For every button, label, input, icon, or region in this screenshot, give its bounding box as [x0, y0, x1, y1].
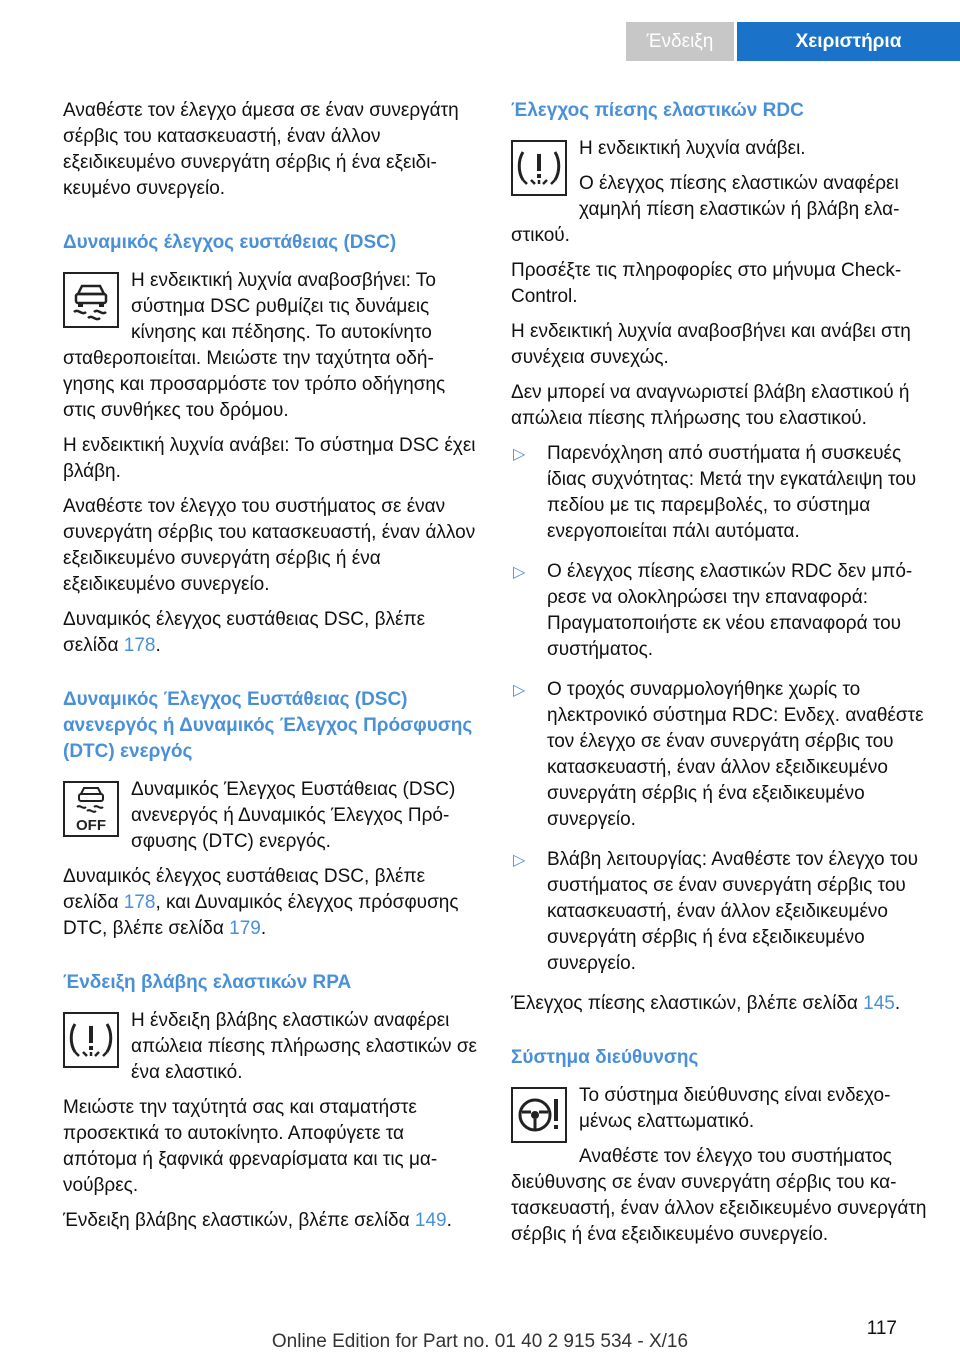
rpa-paragraph-1: Η ένδειξη βλάβης ελαστικών αναφέρει απώλεια πίεσης πλήρωσης ελαστικών σε ένα ελαστικό. [131, 1010, 478, 1083]
tab-controls[interactable]: Χειριστήρια [737, 22, 960, 61]
dsc-paragraph-1: Η ενδεικτική λυχνία αναβοσβήνει: Το σύστημα DSC ρυθμίζει τις δυνάμεις κίνησης και πέδησης. Το αυτοκίνητο σταθεροποιείται. Μειώστε την ταχύτητα οδήγησης και προσαρμόστε τον τρόπο οδήγησης στις συνθήκες του δρόμου. [63, 270, 446, 421]
edition-footer: Online Edition for Part no. 01 40 2 915 534 - X/16 [271, 1331, 689, 1352]
rdc-paragraph-1: Η ενδεικτική λυχνία ανάβει. [579, 138, 806, 159]
header-bar [0, 0, 960, 61]
rpa-ref-text: Ένδειξη βλάβης ελαστικών, βλέπε σελίδα [63, 1210, 415, 1231]
list-item-text: Βλάβη λειτουργίας: Αναθέστε τον έλεγχο του συστήματος σε έναν συνεργάτη σέρβις του κατασκευαστή, έναν άλλον εξειδικευμένο συνεργάτη σέρβις ή ένα εξειδικευμένο συνεργείο. [547, 849, 919, 974]
dsc-paragraph-2: Η ενδεικτική λυχνία ανάβει: Το σύστημα DSC έχει βλάβη. [63, 435, 476, 482]
rpa-paragraph-2: Μειώστε την ταχύτητά σας και σταματήστε προσεκτικά το αυτοκίνητο. Αποφύγετε τα απότομα ή ξαφνικά φρεναρίσματα και τις μανούβρες. [63, 1097, 438, 1196]
rdc-ref-text: Έλεγχος πίεσης ελαστικών, βλέπε σελίδα [511, 993, 864, 1014]
dtc-ref-end: . [260, 918, 267, 939]
rdc-paragraph-2: Ο έλεγχος πίεσης ελαστικών αναφέρει χαμηλή πίεση ελαστικών ή βλάβη ελαστικού. [511, 173, 900, 246]
dsc-ref-end: . [155, 635, 161, 656]
dsc-off-icon [63, 781, 119, 837]
list-item [511, 677, 931, 833]
page-number: 117 [866, 1318, 897, 1339]
off-label: OFF [76, 817, 106, 833]
tire-warning-icon [63, 1012, 119, 1068]
right-column [511, 98, 931, 1257]
list-item-text: Ο έλεγχος πίεσης ελαστικών RDC δεν μπόρεσε να ολοκληρώσει την επαναφορά: Πραγματοποιήστε εκ νέου επαναφορά του συστήματος. [547, 561, 913, 660]
dtc-paragraph-1: Δυναμικός Έλεγχος Ευστάθειας (DSC) ανενεργός ή Δυναμικός Έλεγχος Πρόσφυσης (DTC) ενεργός. [131, 779, 456, 852]
dsc-paragraph-3: Αναθέστε τον έλεγχο του συστήματος σε έναν συνεργάτη σέρβις του κατασκευαστή, έναν άλλον εξειδικευμένο συνεργάτη σέρβις ή ένα εξειδικευμένο συνεργείο. [63, 496, 476, 595]
rpa-reference [63, 1208, 478, 1234]
list-item-text: Παρενόχληση από συστήματα ή συσκευές ίδιας συχνότητας: Μετά την εγκατάλειψη του πεδίου με τις παρεμβολές, το σύστημα ενεργοποιείται πάλι αυτόματα. [547, 443, 917, 542]
rdc-heading: Έλεγχος πίεσης ελαστικών RDC [511, 100, 804, 121]
rpa-page-link[interactable]: 149 [414, 1210, 447, 1231]
triangle-bullet-icon: ▷ [513, 564, 526, 581]
intro-paragraph: Αναθέστε τον έλεγχο άμεσα σε έναν συνεργάτη σέρβις του κατασκευαστή, έναν άλλον εξειδικευμένο συνεργάτη σέρβις ή ένα εξειδικευμένο συνεργείο. [63, 100, 459, 199]
rdc-cause-list [511, 441, 931, 977]
dtc-heading: Δυναμικός Έλεγχος Ευστάθειας (DSC) ανενεργός ή Δυναμικός Έλεγχος Πρόσφυσης (DTC) ενεργός [63, 689, 473, 762]
dsc-heading: Δυναμικός έλεγχος ευστάθειας (DSC) [63, 232, 397, 253]
dsc-ref-text: Δυναμικός έλεγχος ευστάθειας DSC, βλέπε σελίδα [63, 609, 426, 656]
triangle-bullet-icon: ▷ [513, 852, 526, 869]
tab-indication[interactable]: Ένδειξη [626, 22, 734, 61]
triangle-bullet-icon: ▷ [513, 446, 526, 463]
list-item [511, 441, 931, 545]
rdc-paragraph-4: Η ενδεικτική λυχνία αναβοσβήνει και ανάβει στη συνέχεια συνεχώς. [511, 321, 911, 368]
left-column [63, 98, 478, 1243]
dsc-page-link[interactable]: 178 [123, 635, 156, 656]
triangle-bullet-icon: ▷ [513, 682, 526, 699]
steering-paragraph-2: Αναθέστε τον έλεγχο του συστήματος διεύθυνσης σε έναν συνεργάτη σέρβις του κατασκευαστή, έναν άλλον εξειδικευμένο συνεργάτη σέρβις ή ένα εξειδικευμένο συνεργείο. [511, 1146, 927, 1245]
list-item [511, 559, 931, 663]
rdc-paragraph-3: Προσέξτε τις πληροφορίες στο μήνυμα Check-Control. [511, 260, 902, 307]
dsc-reference [63, 607, 478, 659]
list-item-text: Ο τροχός συναρμολογήθηκε χωρίς το ηλεκτρονικό σύστημα RDC: Ενδεχ. αναθέστε τον έλεγχο σε έναν συνεργάτη σέρβις του κατασκευαστή, έναν άλλον εξειδικευμένο συνεργάτη σέρβις ή ένα εξειδικευμένο συνεργείο. [547, 679, 924, 830]
rpa-heading: Ένδειξη βλάβης ελαστικών RPA [63, 972, 352, 993]
dtc-reference [63, 864, 478, 942]
rdc-reference [511, 991, 931, 1017]
steering-warning-icon [511, 1087, 567, 1143]
dtc-page-link-2[interactable]: 179 [229, 918, 261, 939]
dtc-ref-text-a: Δυναμικός έλεγχος ευστάθειας DSC, βλέπε σελίδα [63, 866, 426, 913]
tire-pressure-icon [511, 140, 567, 196]
dtc-page-link-1[interactable]: 178 [123, 892, 156, 913]
rdc-page-link[interactable]: 145 [863, 993, 895, 1014]
steering-paragraph-1: Το σύστημα διεύθυνσης είναι ενδεχομένως ελαττωματικό. [579, 1085, 891, 1132]
dtc-ref-text-b: , και Δυναμικός έλεγχος πρόσφυσης DTC, βλέπε σελίδα [63, 892, 459, 939]
rdc-paragraph-5: Δεν μπορεί να αναγνωριστεί βλάβη ελαστικού ή απώλεια πίεσης πλήρωσης του ελαστικού. [511, 382, 910, 429]
dsc-warning-icon [63, 272, 119, 328]
list-item [511, 847, 931, 977]
steering-heading: Σύστημα διεύθυνσης [511, 1047, 699, 1068]
rdc-ref-end: . [894, 993, 901, 1014]
rpa-ref-end: . [446, 1210, 452, 1231]
